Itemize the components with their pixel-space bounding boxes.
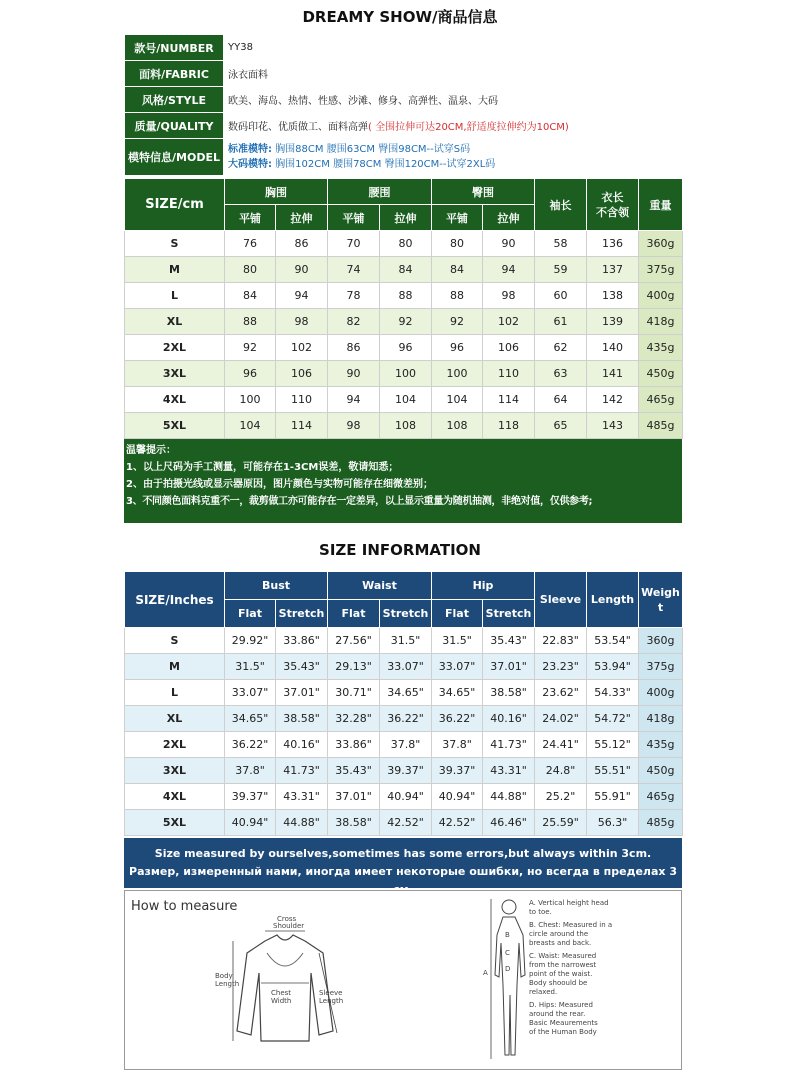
- inch-value-cell: 40.94": [432, 784, 483, 810]
- cm-value-cell: 118: [483, 413, 535, 439]
- cm-weight-cell: 375g: [639, 257, 683, 283]
- inch-size-cell: 3XL: [125, 758, 225, 784]
- cm-value-cell: 96: [380, 335, 432, 361]
- cm-value-cell: 78: [328, 283, 380, 309]
- inch-value-cell: 43.31": [276, 784, 328, 810]
- inch-value-cell: 39.37": [380, 758, 432, 784]
- inch-value-cell: 24.41": [535, 732, 587, 758]
- cm-value-cell: 142: [587, 387, 639, 413]
- cm-sleeve-header: 袖长: [535, 179, 587, 231]
- cm-value-cell: 114: [483, 387, 535, 413]
- cm-size-cell: 3XL: [125, 361, 225, 387]
- cm-value-cell: 98: [328, 413, 380, 439]
- inch-value-cell: 29.92": [225, 628, 276, 654]
- how-to-measure-title: How to measure: [131, 899, 238, 914]
- inch-bust-stretch: Stretch: [276, 600, 328, 628]
- inch-value-cell: 31.5": [225, 654, 276, 680]
- mark-d: D: [505, 965, 511, 973]
- cm-hip-header: 臀围: [432, 179, 535, 205]
- inch-value-cell: 32.28": [328, 706, 380, 732]
- inch-value-cell: 37.01": [483, 654, 535, 680]
- cm-value-cell: 59: [535, 257, 587, 283]
- cm-weight-header: 重量: [639, 179, 683, 231]
- garment-neckline-icon: [267, 953, 303, 966]
- cm-value-cell: 80: [432, 231, 483, 257]
- garment-diagram: [215, 913, 355, 1063]
- inch-value-cell: 37.8": [380, 732, 432, 758]
- inch-weight-header: Weigh t: [639, 572, 683, 628]
- cm-row: [125, 361, 683, 387]
- cm-value-cell: 58: [535, 231, 587, 257]
- legend-a-2: to toe.: [529, 908, 552, 916]
- inch-value-cell: 33.07": [380, 654, 432, 680]
- inch-value-cell: 30.71": [328, 680, 380, 706]
- cm-value-cell: 88: [380, 283, 432, 309]
- cm-value-cell: 90: [328, 361, 380, 387]
- inch-value-cell: 44.88": [276, 810, 328, 836]
- cm-bust-flat: 平铺: [225, 205, 276, 231]
- cm-value-cell: 106: [276, 361, 328, 387]
- cm-value-cell: 84: [432, 257, 483, 283]
- cm-value-cell: 140: [587, 335, 639, 361]
- inch-bust-header: Bust: [225, 572, 328, 600]
- cm-value-cell: 74: [328, 257, 380, 283]
- inch-value-cell: 40.16": [276, 732, 328, 758]
- inch-value-cell: 41.73": [483, 732, 535, 758]
- inch-size-cell: S: [125, 628, 225, 654]
- cm-row: [125, 387, 683, 413]
- notes-line-1: 1、以上尺码为手工测量，可能存在1-3CM误差，敬请知悉；: [126, 462, 399, 473]
- inch-size-cell: 2XL: [125, 732, 225, 758]
- inch-weight-cell: 485g: [639, 810, 683, 836]
- inch-length-header: Length: [587, 572, 639, 628]
- cm-size-cell: 4XL: [125, 387, 225, 413]
- info-row-model: [125, 139, 682, 176]
- inch-value-cell: 36.22": [380, 706, 432, 732]
- inch-value-cell: 29.13": [328, 654, 380, 680]
- inch-value-cell: 34.65": [225, 706, 276, 732]
- model-std-label: 标准模特:: [228, 144, 272, 155]
- mark-a: A: [483, 969, 488, 977]
- cm-value-cell: 82: [328, 309, 380, 335]
- cm-hip-stretch: 拉伸: [483, 205, 535, 231]
- inch-value-cell: 53.94": [587, 654, 639, 680]
- cm-row: [125, 283, 683, 309]
- inch-size-header: SIZE/Inches: [125, 572, 225, 628]
- inch-value-cell: 25.59": [535, 810, 587, 836]
- cm-bust-header: 胸围: [225, 179, 328, 205]
- cm-bust-stretch: 拉伸: [276, 205, 328, 231]
- inch-hip-flat: Flat: [432, 600, 483, 628]
- inch-row: [125, 810, 683, 836]
- cm-value-cell: 70: [328, 231, 380, 257]
- disclaimer-english: Size measured by ourselves,sometimes has some errors,but always within 3cm.: [154, 847, 652, 860]
- notes-line-2: 2、由于拍摄光线或显示器原因，图片颜色与实物可能存在细微差别；: [126, 479, 433, 490]
- cm-weight-cell: 400g: [639, 283, 683, 309]
- cm-length-header: [587, 179, 639, 231]
- cm-value-cell: 100: [432, 361, 483, 387]
- cm-weight-cell: 360g: [639, 231, 683, 257]
- cm-value-cell: 88: [225, 309, 276, 335]
- legend-d-3: Basic Meaurements: [529, 1019, 598, 1027]
- cross-shoulder-label-2: Shoulder: [273, 922, 305, 930]
- inch-size-cell: 5XL: [125, 810, 225, 836]
- cm-value-cell: 108: [380, 413, 432, 439]
- size-table-cm: [124, 178, 683, 439]
- cm-value-cell: 138: [587, 283, 639, 309]
- inch-value-cell: 23.62": [535, 680, 587, 706]
- cm-value-cell: 108: [432, 413, 483, 439]
- legend-d-1: D. Hips: Measured: [529, 1001, 593, 1009]
- inch-row: [125, 784, 683, 810]
- inch-value-cell: 40.16": [483, 706, 535, 732]
- legend-c: [529, 952, 612, 997]
- inch-row: [125, 758, 683, 784]
- legend-a: [529, 899, 612, 917]
- info-row-fabric: [125, 61, 682, 87]
- inch-hip-stretch: Stretch: [483, 600, 535, 628]
- inch-value-cell: 31.5": [380, 628, 432, 654]
- inch-value-cell: 42.52": [380, 810, 432, 836]
- size-info-title: SIZE INFORMATION: [319, 541, 481, 559]
- inch-value-cell: 33.07": [432, 654, 483, 680]
- style-label: 风格/STYLE: [125, 87, 224, 113]
- cm-value-cell: 114: [276, 413, 328, 439]
- inch-value-cell: 46.46": [483, 810, 535, 836]
- inch-value-cell: 38.58": [276, 706, 328, 732]
- disclaimer-band: [124, 838, 682, 888]
- legend-c-2: from the narrowest: [529, 961, 597, 969]
- disclaimer-russian: Размер, измеренный нами, иногда имеет некоторые ошибки, но всегда в пределах 3: [129, 865, 677, 878]
- cm-value-cell: 104: [225, 413, 276, 439]
- cm-waist-header: 腰围: [328, 179, 432, 205]
- cm-value-cell: 98: [276, 309, 328, 335]
- inch-row: [125, 680, 683, 706]
- inch-value-cell: 53.54": [587, 628, 639, 654]
- inch-value-cell: 54.33": [587, 680, 639, 706]
- inch-value-cell: 35.43": [276, 654, 328, 680]
- notes-line-3: 3、不同颜色面料克重不一，裁剪做工亦可能存在一定差异，以上显示重量为随机抽测，非绝对值，仅供参考;: [126, 496, 593, 507]
- inch-value-cell: 25.2": [535, 784, 587, 810]
- head-icon: [502, 900, 516, 914]
- inch-weight-cell: 360g: [639, 628, 683, 654]
- cm-value-cell: 63: [535, 361, 587, 387]
- inch-value-cell: 35.43": [328, 758, 380, 784]
- cm-size-cell: S: [125, 231, 225, 257]
- inch-value-cell: 54.72": [587, 706, 639, 732]
- legend-b-3: breasts and back.: [529, 939, 592, 947]
- legend-c-5: relaxed.: [529, 988, 558, 996]
- inch-size-cell: 4XL: [125, 784, 225, 810]
- cm-size-cell: M: [125, 257, 225, 283]
- inch-value-cell: 40.94": [225, 810, 276, 836]
- cm-value-cell: 84: [380, 257, 432, 283]
- how-to-measure-panel: [124, 890, 682, 1070]
- inch-value-cell: 55.91": [587, 784, 639, 810]
- inch-value-cell: 34.65": [380, 680, 432, 706]
- notes-heading: 温馨提示：: [126, 445, 176, 456]
- inch-value-cell: 43.31": [483, 758, 535, 784]
- inch-value-cell: 39.37": [225, 784, 276, 810]
- style-value: 欧美、海岛、热情、性感、沙滩、修身、高弹性、温泉、大码: [224, 87, 682, 113]
- inch-size-cell: XL: [125, 706, 225, 732]
- measure-legend: [529, 899, 612, 1041]
- cm-value-cell: 137: [587, 257, 639, 283]
- model-label: 模特信息/MODEL: [125, 139, 224, 176]
- page-title: DREAMY SHOW/商品信息: [302, 8, 498, 26]
- inch-value-cell: 33.86": [276, 628, 328, 654]
- cm-value-cell: 100: [225, 387, 276, 413]
- inch-waist-flat: Flat: [328, 600, 380, 628]
- cm-value-cell: 90: [483, 231, 535, 257]
- cm-weight-cell: 465g: [639, 387, 683, 413]
- cm-header-row-1: [125, 179, 683, 205]
- inch-row: [125, 654, 683, 680]
- cm-value-cell: 80: [380, 231, 432, 257]
- legend-b-1: B. Chest: Measured in a: [529, 921, 613, 929]
- inch-header-row-1: [125, 572, 683, 600]
- inch-waist-header: Waist: [328, 572, 432, 600]
- cm-weight-cell: 418g: [639, 309, 683, 335]
- notes-box: [124, 439, 682, 523]
- cm-value-cell: 92: [380, 309, 432, 335]
- inch-table-body: [125, 628, 683, 836]
- cm-length-label: 衣长: [601, 190, 624, 204]
- legend-c-4: Body shoould be: [529, 979, 588, 987]
- body-length-label-1: Body: [215, 972, 233, 980]
- chest-width-label-1: Chest: [271, 989, 292, 997]
- cm-value-cell: 92: [225, 335, 276, 361]
- inch-value-cell: 55.12": [587, 732, 639, 758]
- inch-value-cell: 24.8": [535, 758, 587, 784]
- legend-d-4: of the Human Body: [529, 1028, 597, 1036]
- cm-value-cell: 141: [587, 361, 639, 387]
- model-plus-label: 大码模特:: [228, 159, 272, 170]
- cm-size-cell: 2XL: [125, 335, 225, 361]
- inch-value-cell: 22.83": [535, 628, 587, 654]
- cm-value-cell: 65: [535, 413, 587, 439]
- inch-weight-cell: 465g: [639, 784, 683, 810]
- cm-row: [125, 309, 683, 335]
- inch-waist-stretch: Stretch: [380, 600, 432, 628]
- cm-value-cell: 84: [225, 283, 276, 309]
- garment-outline-icon: [237, 935, 333, 1041]
- inch-value-cell: 44.88": [483, 784, 535, 810]
- cm-row: [125, 257, 683, 283]
- inch-value-cell: 37.8": [432, 732, 483, 758]
- inch-value-cell: 56.3": [587, 810, 639, 836]
- cm-value-cell: 62: [535, 335, 587, 361]
- inch-value-cell: 40.94": [380, 784, 432, 810]
- inch-value-cell: 37.8": [225, 758, 276, 784]
- fabric-value: 泳衣面料: [224, 61, 682, 87]
- number-label: 款号/NUMBER: [125, 35, 224, 61]
- inch-value-cell: 38.58": [328, 810, 380, 836]
- quality-label: 质量/QUALITY: [125, 113, 224, 139]
- cm-value-cell: 102: [276, 335, 328, 361]
- cm-row: [125, 335, 683, 361]
- inch-value-cell: 33.07": [225, 680, 276, 706]
- cm-value-cell: 96: [432, 335, 483, 361]
- inch-value-cell: 55.51": [587, 758, 639, 784]
- quality-text: 数码印花、优质做工、面料高弹: [228, 122, 368, 133]
- inch-value-cell: 34.65": [432, 680, 483, 706]
- sleeve-length-label-1: Sleeve: [319, 989, 343, 997]
- model-plus-value: 胸围102CM 腰围78CM 臀围120CM--试穿2XL码: [275, 159, 496, 170]
- inch-row: [125, 628, 683, 654]
- cm-row: [125, 413, 683, 439]
- cm-weight-cell: 450g: [639, 361, 683, 387]
- chest-width-label-2: Width: [271, 997, 292, 1005]
- cm-size-cell: 5XL: [125, 413, 225, 439]
- cm-value-cell: 96: [225, 361, 276, 387]
- inch-value-cell: 37.01": [328, 784, 380, 810]
- cm-value-cell: 61: [535, 309, 587, 335]
- quality-value: [224, 113, 682, 139]
- inch-bust-flat: Flat: [225, 600, 276, 628]
- model-value: [224, 139, 682, 176]
- inch-sleeve-header: Sleeve: [535, 572, 587, 628]
- cm-value-cell: 94: [276, 283, 328, 309]
- inch-value-cell: 31.5": [432, 628, 483, 654]
- legend-d: [529, 1001, 612, 1037]
- inch-value-cell: 37.01": [276, 680, 328, 706]
- cm-length-note: 不含领: [596, 205, 629, 219]
- inch-weight-cell: 418g: [639, 706, 683, 732]
- cm-value-cell: 104: [380, 387, 432, 413]
- cm-value-cell: 90: [276, 257, 328, 283]
- cm-value-cell: 139: [587, 309, 639, 335]
- mark-b: B: [505, 931, 510, 939]
- legend-c-1: C. Waist: Measured: [529, 952, 597, 960]
- cross-shoulder-label-1: Cross: [277, 915, 297, 923]
- inch-value-cell: 41.73": [276, 758, 328, 784]
- body-length-label-2: Length: [215, 980, 240, 988]
- fabric-label: 面料/FABRIC: [125, 61, 224, 87]
- cm-hip-flat: 平铺: [432, 205, 483, 231]
- cm-size-cell: L: [125, 283, 225, 309]
- cm-waist-stretch: 拉伸: [380, 205, 432, 231]
- cm-value-cell: 136: [587, 231, 639, 257]
- inch-size-cell: M: [125, 654, 225, 680]
- inch-value-cell: 27.56": [328, 628, 380, 654]
- model-plus: [228, 157, 681, 172]
- model-standard: [228, 142, 681, 157]
- cm-size-cell: XL: [125, 309, 225, 335]
- info-row-number: [125, 35, 682, 61]
- inch-value-cell: 24.02": [535, 706, 587, 732]
- cm-value-cell: 88: [432, 283, 483, 309]
- inch-value-cell: 42.52": [432, 810, 483, 836]
- inch-value-cell: 39.37": [432, 758, 483, 784]
- cm-value-cell: 110: [276, 387, 328, 413]
- inch-size-cell: L: [125, 680, 225, 706]
- cm-value-cell: 80: [225, 257, 276, 283]
- sleeve-length-label-2: Length: [319, 997, 344, 1005]
- cm-value-cell: 106: [483, 335, 535, 361]
- legend-a-1: A. Vertical height head: [529, 899, 609, 907]
- model-std-value: 胸围88CM 腰围63CM 臀围98CM--试穿S码: [275, 144, 471, 155]
- cm-value-cell: 76: [225, 231, 276, 257]
- cm-size-header: SIZE/cm: [125, 179, 225, 231]
- cm-value-cell: 86: [328, 335, 380, 361]
- number-value: YY38: [224, 35, 682, 61]
- cm-waist-flat: 平铺: [328, 205, 380, 231]
- cm-value-cell: 94: [328, 387, 380, 413]
- inch-weight-cell: 450g: [639, 758, 683, 784]
- body-diagram: [483, 895, 529, 1065]
- cm-value-cell: 64: [535, 387, 587, 413]
- legend-b-2: circle around the: [529, 930, 589, 938]
- info-row-quality: [125, 113, 682, 139]
- inch-row: [125, 706, 683, 732]
- cm-value-cell: 102: [483, 309, 535, 335]
- inch-weight-cell: 435g: [639, 732, 683, 758]
- inch-row: [125, 732, 683, 758]
- inch-value-cell: 23.23": [535, 654, 587, 680]
- legend-d-2: around the rear.: [529, 1010, 586, 1018]
- cm-value-cell: 100: [380, 361, 432, 387]
- cm-row: [125, 231, 683, 257]
- inch-value-cell: 38.58": [483, 680, 535, 706]
- cm-value-cell: 110: [483, 361, 535, 387]
- legend-b: [529, 921, 612, 948]
- cm-value-cell: 94: [483, 257, 535, 283]
- inch-value-cell: 36.22": [225, 732, 276, 758]
- cm-weight-cell: 435g: [639, 335, 683, 361]
- cm-value-cell: 104: [432, 387, 483, 413]
- inch-value-cell: 33.86": [328, 732, 380, 758]
- mark-c: C: [505, 949, 510, 957]
- inch-weight-cell: 400g: [639, 680, 683, 706]
- cm-value-cell: 92: [432, 309, 483, 335]
- inch-hip-header: Hip: [432, 572, 535, 600]
- cm-value-cell: 60: [535, 283, 587, 309]
- legend-c-3: point of the waist.: [529, 970, 593, 978]
- cm-value-cell: 86: [276, 231, 328, 257]
- inch-weight-cell: 375g: [639, 654, 683, 680]
- size-table-inches: [124, 571, 683, 836]
- cm-table-body: [125, 231, 683, 439]
- inch-value-cell: 35.43": [483, 628, 535, 654]
- cm-weight-cell: 485g: [639, 413, 683, 439]
- product-info-table: [124, 34, 682, 176]
- cm-value-cell: 143: [587, 413, 639, 439]
- info-row-style: [125, 87, 682, 113]
- quality-note: ( 全围拉伸可达20CM,舒适度拉伸约为10CM): [368, 122, 569, 133]
- inch-value-cell: 36.22": [432, 706, 483, 732]
- body-outline-icon: [495, 917, 525, 1055]
- cm-value-cell: 98: [483, 283, 535, 309]
